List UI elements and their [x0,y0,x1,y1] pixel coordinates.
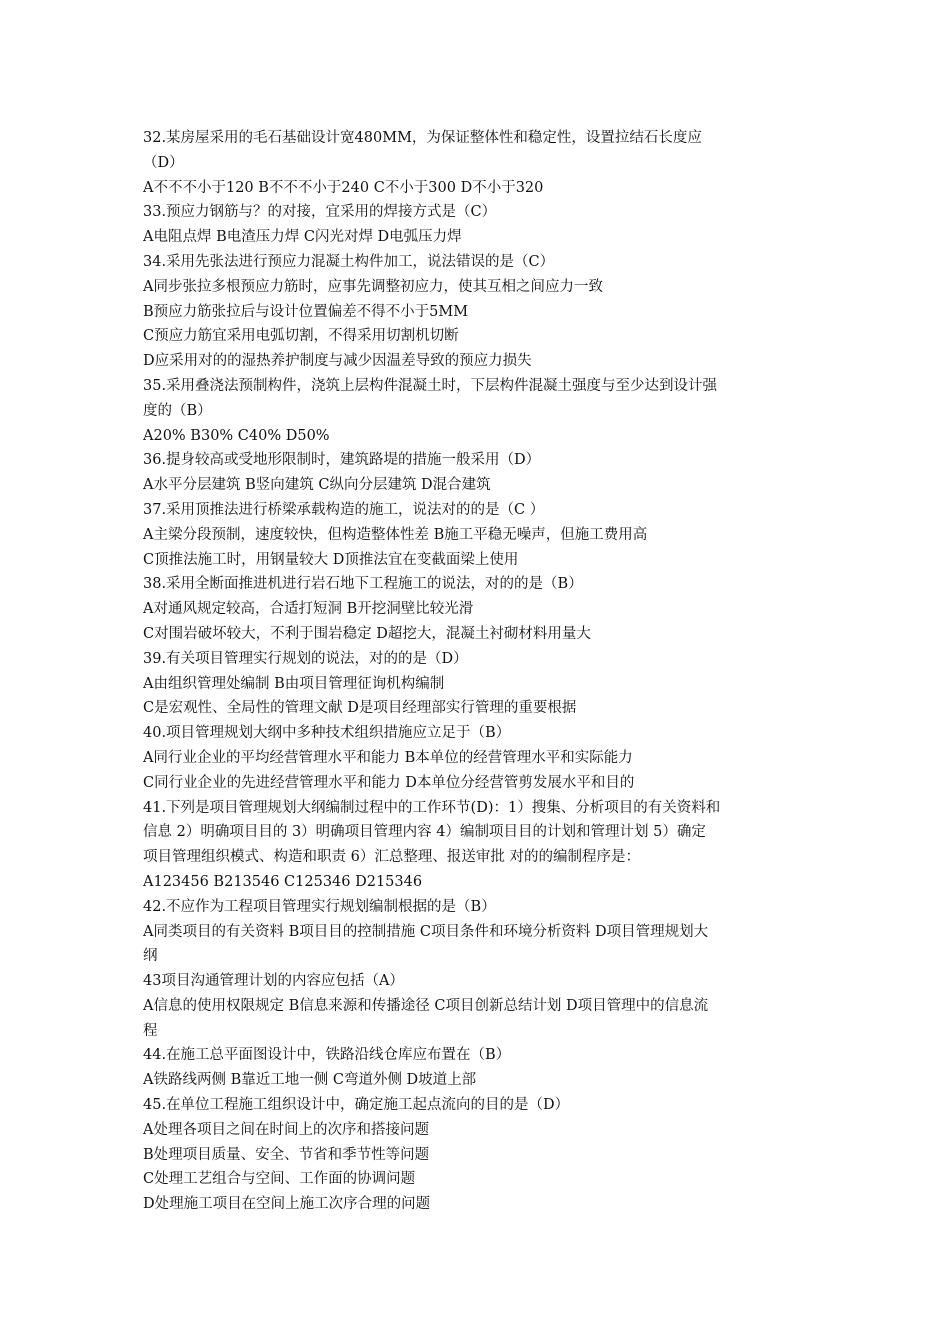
text-line: A水平分层建筑 B竖向建筑 C纵向分层建筑 D混合建筑 [143,477,491,494]
document-body [143,126,811,1217]
text-line: A同行业企业的平均经营管理水平和能力 B本单位的经营管理水平和实际能力 [143,749,633,766]
text-line: A铁路线两侧 B靠近工地一侧 C弯道外侧 D坡道上部 [143,1072,477,1089]
text-line: A不不不小于120 B不不不小于240 C不小于300 D不小于320 [143,179,544,196]
text-line: 纲 [143,948,158,965]
text-line: 41.下列是项目管理规划大纲编制过程中的工作环节(D)：1）搜集、分析项目的有关资料和 [143,799,721,816]
text-line: 33.预应力钢筋与？的对接，宜采用的焊接方式是（C） [143,204,497,221]
text-line: 36.提身较高或受地形限制时，建筑路堤的措施一般采用（D） [143,452,541,469]
text-line: 信息 2）明确项目目的 3）明确项目管理内容 4）编制项目目的计划和管理计划 5）确定 [143,824,706,841]
text-line: A同类项目的有关资料 B项目目的控制措施 C项目条件和环境分析资料 D项目管理规划大 [143,923,709,940]
text-line: A主梁分段预制，速度较快，但构造整体性差 B施工平稳无噪声，但施工费用高 [143,526,648,543]
text-line: （D） [143,154,184,171]
text-line: 度的（B） [143,402,212,419]
text-line: A由组织管理处编制 B由项目管理征询机构编制 [143,675,445,692]
text-line: 40.项目管理规划大纲中多种技术组织措施应立足于（B） [143,725,511,742]
text-line: 45.在单位工程施工组织设计中，确定施工起点流向的目的是（D） [143,1097,570,1114]
text-line: C对围岩破坏较大，不利于围岩稳定 D超挖大，混凝土衬砌材料用量大 [143,625,591,642]
text-line: C同行业企业的先进经营管理水平和能力 D本单位分经营管剪发展水平和目的 [143,774,635,791]
text-line: A处理各项目之间在时间上的次序和搭接问题 [143,1121,429,1138]
text-line: B处理项目质量、安全、节省和季节性等问题 [143,1146,430,1163]
text-line: A对通风规定较高，合适打短洞 B开挖洞壁比较光滑 [143,601,474,618]
text-line: D应采用对的的湿热养护制度与减少因温差导致的预应力损失 [143,353,532,370]
text-line: 程 [143,1022,158,1039]
text-line: 37.采用顶推法进行桥梁承载构造的施工，说法对的的是（C ） [143,501,545,518]
text-line: 39.有关项目管理实行规划的说法，对的的是（D） [143,650,468,667]
text-line: C处理工艺组合与空间、工作面的协调问题 [143,1171,416,1188]
text-line: A123456 B213546 C125346 D215346 [143,873,423,890]
text-line: A电阻点焊 B电渣压力焊 C闪光对焊 D电弧压力焊 [143,229,462,246]
text-line: D处理施工项目在空间上施工次序合理的问题 [143,1196,431,1213]
text-line: A信息的使用权限规定 B信息来源和传播途径 C项目创新总结计划 D项目管理中的信息流 [143,997,709,1014]
text-line: C是宏观性、全局性的管理文献 D是项目经理部实行管理的重要根据 [143,700,577,717]
text-line: 44.在施工总平面图设计中，铁路沿线仓库应布置在（B） [143,1047,511,1064]
text-line: 43项目沟通管理计划的内容应包括（A） [143,973,404,990]
text-line: A20% B30% C40% D50% [143,427,330,444]
text-line: C预应力筋宜采用电弧切割，不得采用切割机切断 [143,328,459,345]
text-line: 35.采用叠浇法预制构件，浇筑上层构件混凝土时，下层构件混凝土强度与至少达到设计强 [143,377,718,394]
text-line: 38.采用全断面推进机进行岩石地下工程施工的说法，对的的是（B） [143,576,583,593]
text-line: C顶推法施工时，用钢量较大 D顶推法宜在变截面梁上使用 [143,551,519,568]
text-line: A同步张拉多根预应力筋时，应事先调整初应力，使其互相之间应力一致 [143,278,603,295]
text-line: 32.某房屋采用的毛石基础设计宽480MM，为保证整体性和稳定性，设置拉结石长度应 [143,130,702,146]
text-line: 项目管理组织模式、构造和职责 6）汇总整理、报送审批 对的的编制程序是： [143,849,640,866]
text-line: 42.不应作为工程项目管理实行规划编制根据的是（B） [143,898,496,915]
text-line: B预应力筋张拉后与设计位置偏差不得不小于5MM [143,303,469,320]
text-line: 34.采用先张法进行预应力混凝土构件加工，说法错误的是（C） [143,253,555,270]
